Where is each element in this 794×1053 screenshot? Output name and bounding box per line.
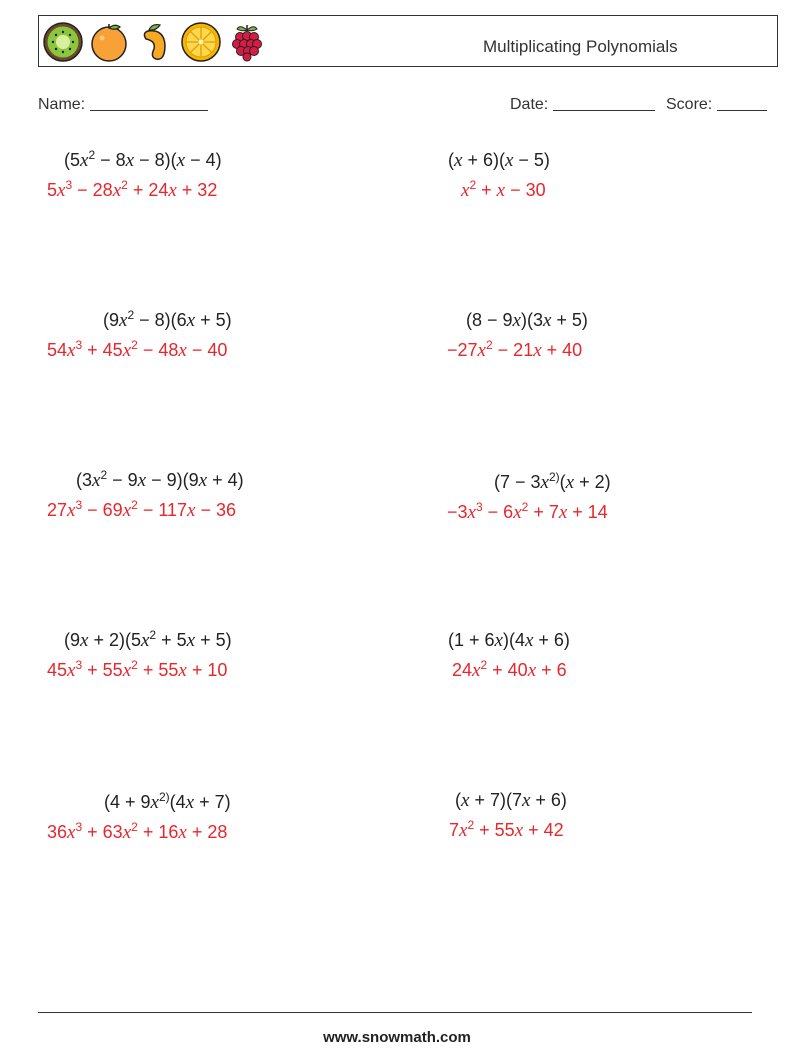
orange-icon (88, 21, 130, 63)
name-blank[interactable] (90, 94, 208, 111)
answer-3: $54x^3 + 45x^2 - 48x - 40$ (47, 338, 228, 361)
answer-9: $36x^3 + 63x^2 + 16x + 28$ (47, 820, 228, 843)
worksheet-title: Multiplicating Polynomials (483, 37, 678, 56)
problem-10: (x + 7)(7x + 6) (455, 790, 567, 811)
problem-3: $(9x^2 - 8)(6x + 5)$ (103, 308, 232, 331)
date-field[interactable] (510, 94, 655, 114)
date-blank[interactable] (553, 94, 655, 111)
answer-8: $24x^2 + 40x + 6$ (452, 658, 567, 681)
score-label: Score: (666, 96, 713, 113)
problem-8: (1 + 6x)(4x + 6) (448, 630, 570, 651)
mango-icon (134, 21, 176, 63)
raspberry-icon (226, 21, 268, 63)
kiwi-icon (42, 21, 84, 63)
score-field[interactable] (666, 94, 767, 114)
answer-4: $-27x^2 - 21x + 40$ (447, 338, 583, 361)
answer-10: $7x^2 + 55x + 42$ (449, 818, 564, 841)
answer-2: $x^2 + x - 30$ (461, 178, 546, 201)
problem-9: ($4 + 9x^{2)}(4x + 7)$ (104, 790, 231, 813)
problem-5: $(3x^2 - 9x - 9)(9x + 4)$ (76, 468, 244, 491)
problem-7: $(9x + 2)(5x^2 + 5x + 5)$ (64, 628, 232, 651)
answer-6: $-3x^3 - 6x^2 + 7x + 14$ (447, 500, 608, 523)
lemon-icon (180, 21, 222, 63)
footer-url[interactable]: www.snowmath.com (323, 1029, 471, 1046)
answer-5: $27x^3 - 69x^2 - 117x - 36$ (47, 498, 237, 521)
name-label: Name: (38, 96, 86, 113)
problem-6: ($7 - 3x^{2)}(x + 2)$ (494, 470, 611, 493)
footer-divider (38, 1012, 752, 1013)
header-box (38, 15, 778, 67)
problem-2: (x + 6)(x − 5) (448, 150, 550, 171)
fruit-icons (42, 20, 268, 64)
problem-4: (8 − 9x)(3x + 5) (466, 310, 588, 331)
date-label: Date: (510, 96, 549, 113)
score-blank[interactable] (717, 94, 767, 111)
problem-1: $(5x^2 - 8x - 8)(x - 4)$ (64, 148, 222, 171)
answer-1: $5x^3 - 28x^2 + 24x + 32$ (47, 178, 218, 201)
name-field[interactable] (38, 94, 208, 114)
answer-7: $45x^3 + 55x^2 + 55x + 10$ (47, 658, 228, 681)
